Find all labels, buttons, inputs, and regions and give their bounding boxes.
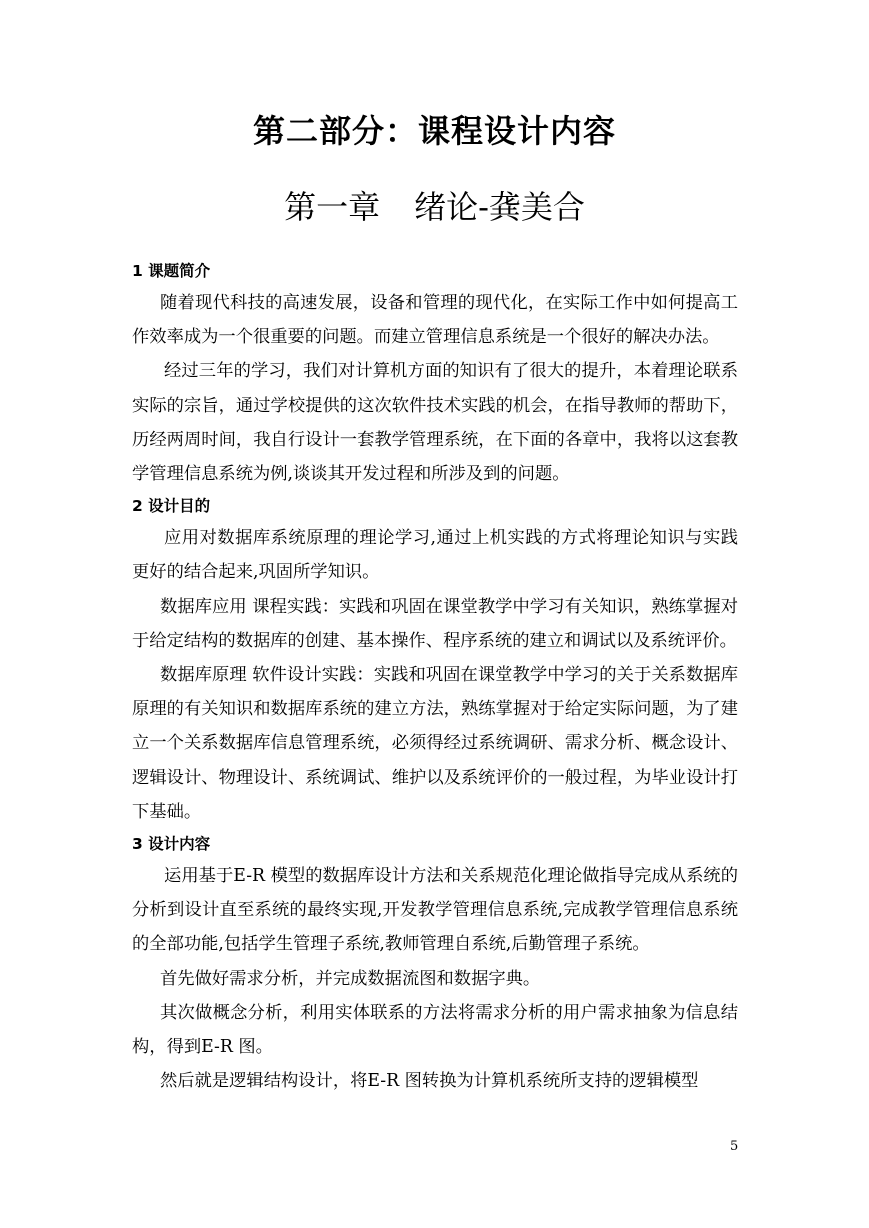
part-title: 第二部分：课程设计内容 [252, 112, 616, 150]
section-design-purpose [132, 491, 738, 829]
section-introduction [132, 256, 738, 491]
paragraph: 首先做好需求分析，并完成数据流图和数据字典。 [160, 968, 541, 989]
paragraph: 数据库应用 课程实践：实践和巩固在课堂教学中学习有关知识，熟练掌握对于给定结构的数据库的创建、基本操作、程序系统的建立和调试以及系统评价。 [132, 596, 738, 651]
section-design-content [132, 829, 738, 1098]
paragraph: 然后就是逻辑结构设计，将E-R 图转换为计算机系统所支持的逻辑模型 [160, 1071, 699, 1092]
paragraph: 应用对数据库系统原理的理论学习,通过上机实践的方式将理论知识与实践更好的结合起来,巩固所学知识。 [132, 528, 738, 583]
section-heading: 2 设计目的 [132, 497, 211, 516]
paragraph: 随着现代科技的高速发展，设备和管理的现代化，在实际工作中如何提高工作效率成为一个很重要的问题。而建立管理信息系统是一个很好的解决办法。 [132, 293, 738, 348]
paragraph: 运用基于E-R 模型的数据库设计方法和关系规范化理论做指导完成从系统的分析到设计直至系统的最终实现,开发教学管理信息系统,完成教学管理信息系统的全部功能,包括学生管理子系统,教师管理自系统,后勤管理子系统。 [132, 866, 738, 955]
paragraph: 数据库原理 软件设计实践：实践和巩固在课堂教学中学习的关于关系数据库原理的有关知识和数据库系统的建立方法，熟练掌握对于给定实际问题，为了建立一个关系数据库信息管理系统，必须得经过系统调研、需求分析、概念设计、逻辑设计、物理设计、系统调试、维护以及系统评价的一般过程，为毕业设计打下基础。 [132, 665, 738, 822]
paragraph: 其次做概念分析，利用实体联系的方法将需求分析的用户需求抽象为信息结构，得到E-R 图。 [132, 1002, 738, 1058]
section-heading: 1 课题简介 [132, 262, 211, 280]
chapter-name: 绪论-龚美合 [414, 188, 585, 226]
page-number: 5 [730, 1139, 739, 1154]
section-heading: 3 设计内容 [132, 835, 211, 854]
document-body [132, 256, 738, 1098]
chapter-label: 第一章 [284, 188, 381, 226]
paragraph: 经过三年的学习，我们对计算机方面的知识有了很大的提升，本着理论联系实际的宗旨，通过学校提供的这次软件技术实践的机会，在指导教师的帮助下，历经两周时间，我自行设计一套教学管理系统，在下面的各章中，我将以这套教学管理信息系统为例,谈谈其开发过程和所涉及到的问题。 [132, 361, 738, 485]
chapter-title [0, 184, 869, 230]
